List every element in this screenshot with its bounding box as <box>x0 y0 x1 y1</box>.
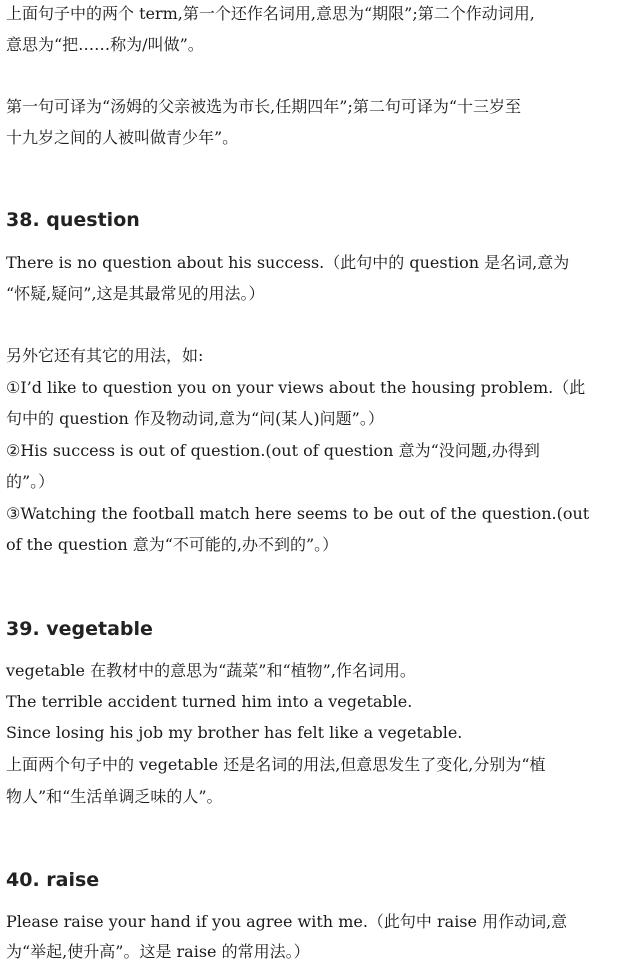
body-line: “怀疑,疑问”,这是其最常见的用法。） <box>6 284 265 303</box>
example-line: 的”。） <box>6 472 55 491</box>
example-line: of the question 意为“不可能的,办不到的”。） <box>6 535 339 554</box>
example-line: ①I’d like to question you on your views about the housing problem.（此 <box>6 378 586 397</box>
example-line: ③Watching the football match here seems to be out of the question.(out <box>6 504 590 523</box>
example-line: ②His success is out of question.(out of question 意为“没问题,办得到 <box>6 441 540 460</box>
example-line: Since losing his job my brother has felt like a vegetable. <box>6 723 463 742</box>
example-line: 句中的 question 作及物动词,意为“问(某人)问题”。） <box>6 409 384 428</box>
body-line: 物人”和“生活单调乏味的人”。 <box>6 787 223 806</box>
intro-line: 十九岁之间的人被叫做青少年”。 <box>6 128 239 147</box>
intro-line: 第一句可译为“汤姆的父亲被选为市长,任期四年”;第二句可译为“十三岁至 <box>6 97 522 116</box>
example-line: The terrible accident turned him into a vegetable. <box>6 692 413 711</box>
section-heading-question: 38. question <box>6 209 140 231</box>
intro-line: 上面句子中的两个 term,第一个还作名词用,意思为“期限”;第二个作动词用, <box>6 4 535 23</box>
intro-line: 意思为“把……称为/叫做”。 <box>6 35 204 54</box>
section-heading-raise: 40. raise <box>6 869 100 891</box>
body-line: vegetable 在教材中的意思为“蔬菜”和“植物”,作名词用。 <box>6 661 416 680</box>
section-heading-vegetable: 39. vegetable <box>6 618 153 640</box>
example-line: Please raise your hand if you agree with me.（此句中 raise 用作动词,意 <box>6 912 568 931</box>
body-line: There is no question about his success.（此句中的 question 是名词,意为 <box>6 253 570 272</box>
body-line: 另外它还有其它的用法，如: <box>6 346 204 365</box>
body-line: 上面两个句子中的 vegetable 还是名词的用法,但意思发生了变化,分别为“植 <box>6 755 546 774</box>
body-line: 为“举起,使升高”。这是 raise 的常用法。） <box>6 942 310 961</box>
